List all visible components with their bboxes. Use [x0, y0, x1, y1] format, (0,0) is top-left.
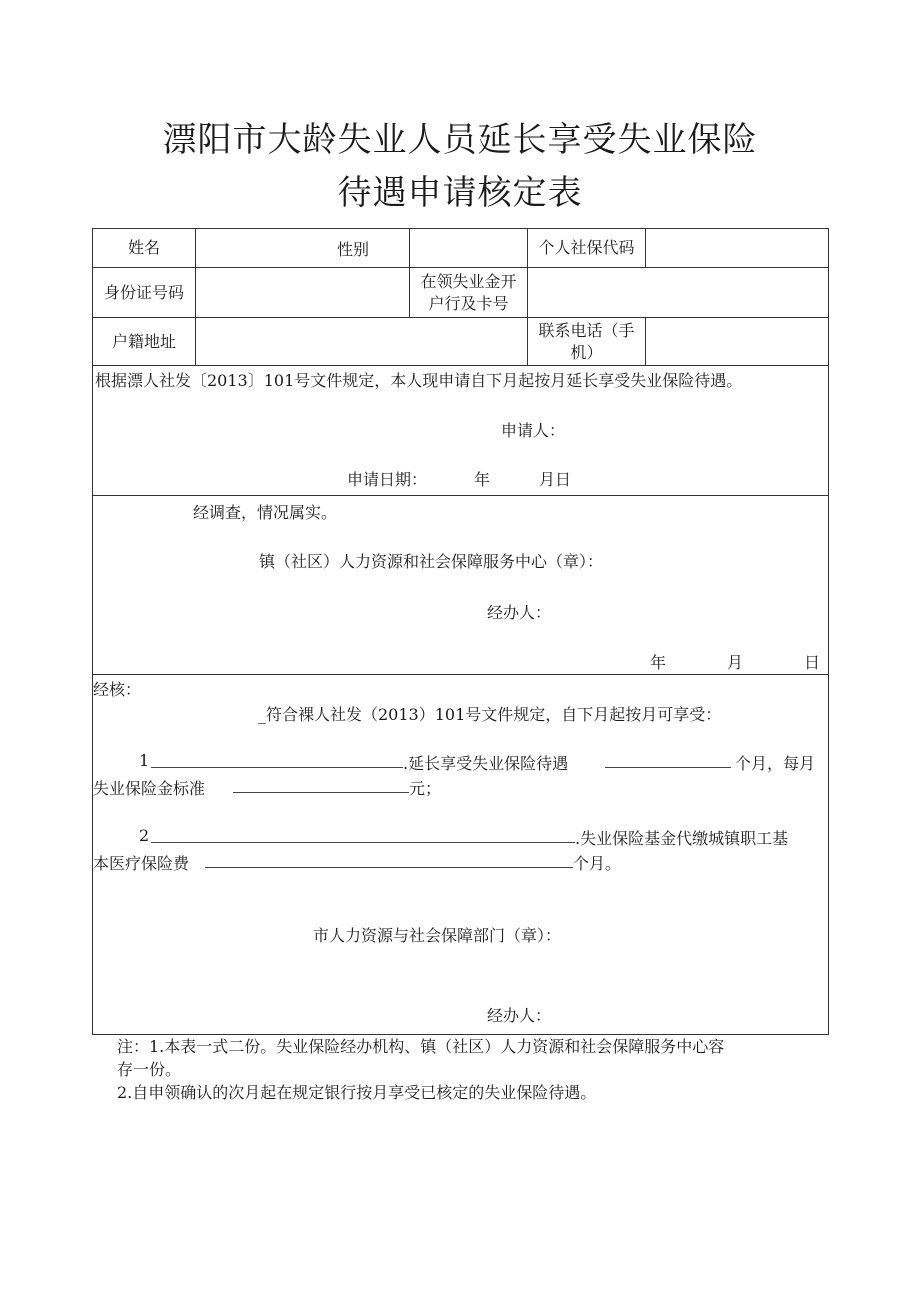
item2-number: 2	[139, 826, 150, 845]
community-year: 年	[650, 653, 667, 672]
phone-label-line1: 联系电话（手	[538, 320, 635, 340]
address-value[interactable]	[196, 318, 528, 366]
item1-text-d: 元；	[409, 779, 442, 798]
bank-value[interactable]	[528, 268, 829, 318]
item1-text-b: 个月，每月	[735, 754, 816, 773]
social-code-label: 个人社保代码	[528, 229, 646, 268]
form-title-line1: 漂阳市大龄失业人员延长享受失业保险	[162, 120, 758, 160]
item1-months-blank[interactable]	[605, 751, 731, 768]
item1-blank[interactable]	[151, 751, 403, 768]
item2-months-blank[interactable]	[205, 851, 573, 868]
item2-blank[interactable]	[151, 826, 575, 843]
application-statement: 根据漂人社发〔2013〕101号文件规定，本人现申请自下月起按月延长享受失业保险待遇。	[95, 371, 743, 390]
item1-amount-blank[interactable]	[233, 776, 409, 793]
application-form-table	[92, 228, 829, 1035]
name-label: 姓名	[93, 229, 196, 268]
bank-label-line2: 户行及卡号	[428, 293, 509, 313]
address-label: 户籍地址	[93, 318, 196, 366]
application-date-label: 申请日期：	[347, 470, 428, 489]
community-month: 月	[727, 653, 744, 672]
department-text: 市人力资源与社会保障部门（章）：	[313, 926, 562, 945]
applicant-label: 申请人：	[501, 421, 566, 440]
item1-text-a: .延长享受失业保险待遇	[403, 754, 569, 773]
phone-label	[528, 318, 646, 366]
application-section	[93, 366, 829, 496]
community-section	[93, 496, 829, 675]
name-gender-cell[interactable]	[196, 229, 410, 268]
community-center-text: 镇（社区）人力资源和社会保障服务中心（章）：	[259, 552, 604, 571]
item2-text-c: 个月。	[573, 854, 622, 873]
id-value[interactable]	[196, 268, 410, 318]
phone-value[interactable]	[646, 318, 829, 366]
approval-section	[93, 675, 829, 1035]
approval-intro: _符合裸人社发（2013）101号文件规定，自下月起按月可享受：	[258, 705, 722, 724]
application-year: 年	[474, 470, 491, 489]
approval-handler-label: 经办人：	[487, 1006, 552, 1025]
community-handler-label: 经办人：	[487, 603, 552, 622]
bank-label	[410, 268, 528, 318]
item1-text-c: 失业保险金标准	[93, 779, 206, 798]
gender-value[interactable]	[410, 229, 528, 268]
bank-label-line1: 在领失业金开	[420, 271, 517, 291]
social-code-value[interactable]	[646, 229, 829, 268]
id-label: 身份证号码	[93, 268, 196, 318]
community-day: 日	[804, 653, 821, 672]
item2-text-b: 本医疗保险费	[93, 854, 190, 873]
note-line3: 2.自申领确认的次月起在规定银行按月享受已核定的失业保险待遇。	[117, 1083, 597, 1102]
item1-number: 1	[139, 751, 150, 770]
form-title-line2: 待遇申请核定表	[337, 173, 583, 213]
note-line2: 存一份。	[117, 1060, 182, 1079]
gender-label: 性别	[336, 239, 369, 259]
application-month-day: 月日	[539, 470, 572, 489]
approval-label: 经核：	[93, 680, 142, 699]
note-line1: 注：1.本表一式二份。失业保险经办机构、镇（社区）人力资源和社会保障服务中心容	[117, 1037, 725, 1056]
verified-text: 经调查，情况属实。	[193, 503, 338, 522]
phone-label-line2: 机）	[570, 342, 603, 362]
item2-text-a: .失业保险基金代缴城镇职工基	[575, 829, 789, 848]
